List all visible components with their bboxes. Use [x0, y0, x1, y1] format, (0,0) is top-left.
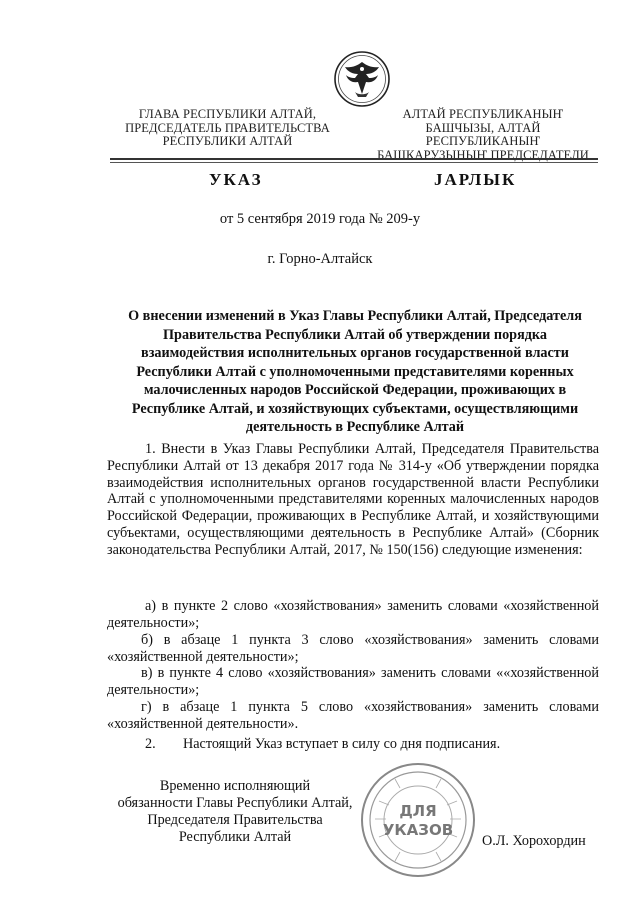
doc-type-left: УКАЗ	[209, 170, 263, 189]
subitem-a: а) в пункте 2 слово «хозяйствования» заменить словами «хозяйственной деятельности»;	[107, 598, 599, 631]
header-left-line: РЕСПУБЛИКИ АЛТАЙ	[162, 134, 293, 148]
signature-line: Республики Алтай	[178, 829, 292, 845]
header-right-line: АЛТАЙ РЕСПУБЛИКАНЫҤ	[402, 107, 564, 121]
paragraph-2-number: 2.	[145, 736, 156, 752]
signature-block	[104, 778, 366, 846]
paragraph-1: 1. Внести в Указ Главы Республики Алтай, Председателя Правительства Республики Алтай от 13 декабря 2017 года № 314-у «Об утверждении порядка взаимодействия исполнительных органов государственной власти Республики Алтай с уполномоченными представителями коренных малочисленных народов Российской Федерации, проживающих в Республике Алтай, и хозяйствующими субъектами, осуществляющими деятельность в Республике Алтай» (Сборник законодательства Республики Алтай, 2017, № 150(156) следующие изменения:	[107, 441, 599, 558]
doc-type-right: JАРЛЫК	[434, 170, 517, 189]
header-left-line: ПРЕДСЕДАТЕЛЬ ПРАВИТЕЛЬСТВА	[125, 120, 330, 135]
header-right-line: БАШКАРУЗЫНЫҤ ПРЕДСЕДАТЕЛИ	[377, 147, 589, 162]
paragraph-2-text: Настоящий Указ вступает в силу со дня подписания.	[183, 736, 501, 752]
signature-line: Председателя Правительства	[147, 812, 323, 828]
stamp-line-1: ДЛЯ	[399, 802, 437, 820]
header-right-block	[367, 108, 599, 162]
subitem-c: в) в пункте 4 слово «хозяйствования» заменить словами ««хозяйственной деятельности»;	[107, 665, 599, 698]
document-title: О внесении изменений в Указ Главы Республики Алтай, Председателя Правительства Республики Алтай об утверждении порядка взаимодействия исполнительных органов государственной власти Республики Алтай с уполномоченными представителями коренных малочисленных народов Российской Федерации, проживающих в Республике Алтай, и хозяйствующих субъектами, осуществляющими деятельность в Республике Алтай	[128, 308, 582, 435]
signature-line: Временно исполняющий	[159, 778, 311, 794]
stamp-line-2: УКАЗОВ	[382, 821, 454, 839]
signatory-name: О.Л. Хорохордин	[482, 833, 586, 849]
header-divider-thick	[110, 158, 598, 160]
header-right-line: БАШЧЫЗЫ, АЛТАЙ РЕСПУБЛИКАНЫҤ	[425, 120, 541, 148]
coat-of-arms-emblem	[333, 48, 391, 110]
paragraph-2	[107, 736, 599, 753]
stamp-seal	[359, 761, 477, 879]
subitem-b: б) в абзаце 1 пункта 3 слово «хозяйствования» заменить словами «хозяйственной деятельности»;	[107, 632, 599, 665]
city-line: г. Горно-Алтайск	[267, 251, 373, 267]
header-left-line: ГЛАВА РЕСПУБЛИКИ АЛТАЙ,	[138, 107, 317, 121]
signature-line: обязанности Главы Республики Алтай,	[117, 795, 353, 811]
subitem-d: г) в абзаце 1 пункта 5 слово «хозяйствования» заменить словами «хозяйственной деятельности».	[107, 699, 599, 732]
date-number-line: от 5 сентября 2019 года № 209-у	[219, 211, 421, 227]
header-left-block	[120, 108, 335, 149]
header-divider-thin	[110, 162, 598, 163]
